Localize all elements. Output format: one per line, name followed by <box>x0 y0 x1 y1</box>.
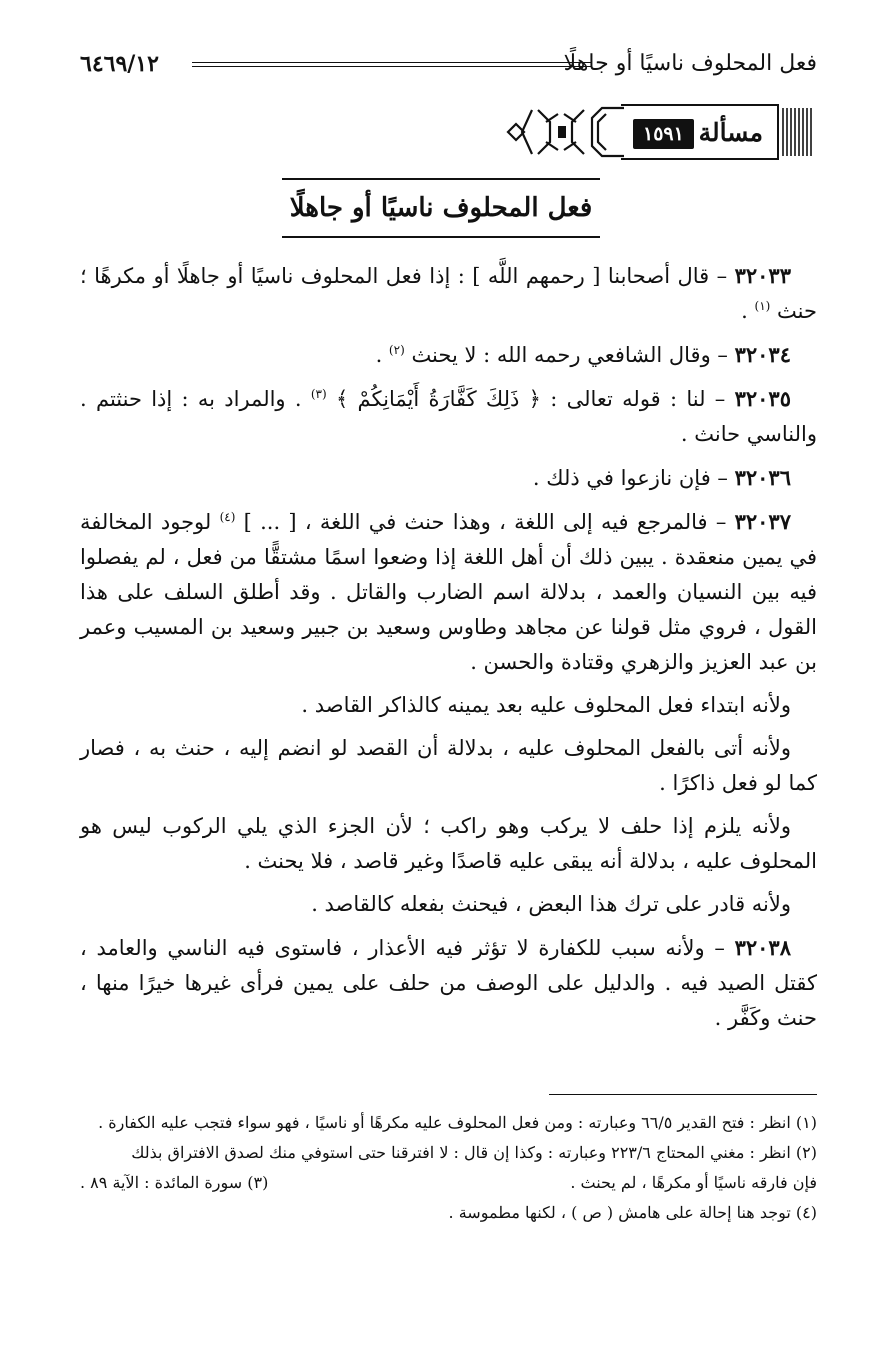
footnotes <box>80 1108 817 1228</box>
paragraph-text: – فإن نازعوا في ذلك . <box>532 466 735 490</box>
argument-paragraph: ولأنه ابتداء فعل المحلوف عليه بعد يمينه كالذاكر القاصد . <box>301 693 791 717</box>
running-header-title: فعل المحلوف ناسيًا أو جاهلًا <box>563 51 817 76</box>
paragraph-32035 <box>80 381 817 452</box>
argument-paragraph: ولأنه يلزم إذا حلف لا يركب وهو راكب ؛ لأن الجزء الذي يلي الركوب ليس هو المحلوف عليه ، بدلالة أنه يبقى عليه قاصدًا وغير قاصد ، فلا يحنث . <box>80 814 817 873</box>
paragraph-text: – فالمرجع فيه إلى اللغة ، وهذا حنث في اللغة ، [ ... ] <box>243 510 735 534</box>
vertical-bars-ornament <box>779 104 817 160</box>
paragraph-number: ٣٢٠٣٣ <box>734 263 791 288</box>
issue-number-badge: ١٥٩١ <box>633 119 694 149</box>
paragraph-number: ٣٢٠٣٦ <box>734 465 791 490</box>
running-header <box>80 44 817 84</box>
footnote-row <box>80 1168 817 1198</box>
paragraph-number: ٣٢٠٣٥ <box>734 386 791 411</box>
argument-paragraph: ولأنه قادر على ترك هذا البعض ، فيحنث بفعله كالقاصد . <box>311 892 791 916</box>
argument-paragraph: ولأنه أتى بالفعل المحلوف عليه ، بدلالة أن القصد لو انضم إليه ، حنث به ، فصار كما لو فعل ذاكرًا . <box>80 736 817 795</box>
footnote-2: (٢) انظر : مغني المحتاج ٢٢٣/٦ وعبارته : وكذا إن قال : لا افترقنا حتى استوفي منك لصدق الافتراق بذلك <box>131 1143 817 1162</box>
running-header-page-ref: ٦٤٦٩/١٢ <box>80 51 159 77</box>
paragraph-tail: . والمراد به : إذا حنثتم . والناسي حانث . <box>80 387 817 446</box>
paragraph-tail: . <box>375 343 389 367</box>
paragraph-text: – ولأنه سبب للكفارة لا تؤثر فيه الأعذار ، فاستوى فيه الناسي والعامد ، كقتل الصيد فيه . والدليل على الوصف من حلف على يمين فرأى غيرها خيرًا منها ، حنث وكَفَّر . <box>80 936 817 1030</box>
footnote-ref: (٢) <box>388 343 405 357</box>
footnote-separator <box>549 1094 817 1095</box>
banner-label-box <box>621 104 779 160</box>
section-title: فعل المحلوف ناسيًا أو جاهلًا <box>282 178 600 238</box>
footnote-4: (٤) توجد هنا إحالة على هامش ( ص ) ، لكنها مطموسة . <box>448 1203 817 1222</box>
paragraph-tail: . <box>741 299 755 323</box>
paragraph-32036 <box>80 460 817 496</box>
paragraph-text: – لنا : قوله تعالى : ﴿ ذَلِكَ كَفَّارَةُ أَيْمَانِكُمْ ﴾ <box>335 387 735 411</box>
paragraph-32037 <box>80 504 817 680</box>
paragraph-number: ٣٢٠٣٧ <box>734 509 791 534</box>
header-rule <box>192 62 592 67</box>
paragraph-32034 <box>80 337 817 373</box>
footnote-ref: (١) <box>754 299 771 313</box>
footnote-ref: (٣) <box>310 387 327 401</box>
body-text <box>80 258 817 1044</box>
footnote-ref: (٤) <box>219 510 236 524</box>
banner-label: مسألة <box>698 118 763 147</box>
paragraph-text: – قال أصحابنا [ رحمهم اللَّه ] : إذا فعل المحلوف ناسيًا أو جاهلًا أو مكرهًا ؛ حنث <box>80 264 817 323</box>
paragraph-tail: لوجود المخالفة في يمين منعقدة . يبين ذلك أن أهل اللغة إذا وضعوا اسمًا مشتقًّا من فعل ، لم يفصلوا فيه بين النسيان والعمد ، بدلالة اسم الضارب والقاتل . وقد أطلق السلف على هذا القول ، فروي مثل قولنا عن مجاهد وطاوس وسعيد بن جبير وسعيد بن المسيب وعمر بن عبد العزيز والزهري وقتادة والحسن . <box>80 510 817 674</box>
paragraph-number: ٣٢٠٣٤ <box>734 342 791 367</box>
footnote-2-continuation: فإن فارقه ناسيًا أو مكرهًا ، لم يحنث . <box>570 1173 817 1192</box>
footnote-3: (٣) سورة المائدة : الآية ٨٩ . <box>80 1173 269 1192</box>
geometric-ornament-icon <box>502 104 624 160</box>
paragraph-text: – وقال الشافعي رحمه الله : لا يحنث <box>411 343 735 367</box>
paragraph-number: ٣٢٠٣٨ <box>734 935 791 960</box>
paragraph-32033 <box>80 258 817 329</box>
issue-banner <box>502 104 817 160</box>
footnote-1: (١) انظر : فتح القدير ٦٦/٥ وعبارته : ومن فعل المحلوف عليه مكرهًا أو ناسيًا ، فهو سواء فتجب عليه الكفارة . <box>98 1113 817 1132</box>
paragraph-32038 <box>80 930 817 1036</box>
